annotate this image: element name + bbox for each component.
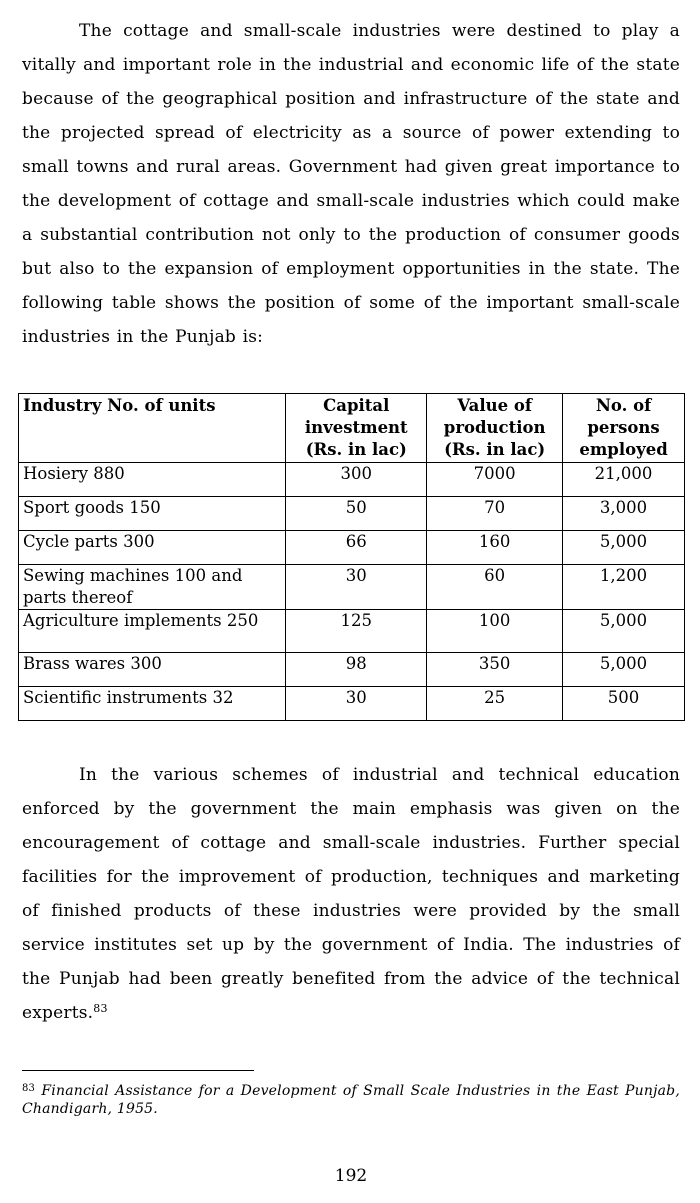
footnote-text: Financial Assistance for a Development of Small Scale Industries in the East Punjab, Chandigarh, 1955.	[22, 1083, 680, 1117]
header-persons-employed: No. of persons employed	[563, 394, 685, 463]
production-cell: 100	[427, 610, 563, 653]
table-row	[19, 531, 685, 565]
footnote-number: 83	[22, 1083, 36, 1094]
industry-cell: Hosiery 880	[19, 463, 286, 497]
production-cell: 70	[427, 497, 563, 531]
table-row	[19, 653, 685, 687]
employed-cell: 21,000	[563, 463, 685, 497]
capital-cell: 30	[286, 687, 427, 721]
production-cell: 7000	[427, 463, 563, 497]
capital-cell: 300	[286, 463, 427, 497]
industry-cell: Agriculture implements 250	[19, 610, 286, 653]
production-cell: 25	[427, 687, 563, 721]
industry-cell: Brass wares 300	[19, 653, 286, 687]
industry-cell: Cycle parts 300	[19, 531, 286, 565]
industry-cell: Scientific instruments 32	[19, 687, 286, 721]
table-row	[19, 610, 685, 653]
employed-cell: 5,000	[563, 531, 685, 565]
table-row	[19, 687, 685, 721]
employed-cell: 1,200	[563, 565, 685, 610]
employed-cell: 5,000	[563, 653, 685, 687]
industry-cell: Sport goods 150	[19, 497, 286, 531]
table-row	[19, 463, 685, 497]
table-row	[19, 497, 685, 531]
employed-cell: 500	[563, 687, 685, 721]
footnote-divider	[22, 1070, 254, 1071]
capital-cell: 50	[286, 497, 427, 531]
capital-cell: 125	[286, 610, 427, 653]
header-capital-investment: Capital investment (Rs. in lac)	[286, 394, 427, 463]
page-number: 192	[334, 1166, 368, 1186]
production-cell: 160	[427, 531, 563, 565]
capital-cell: 98	[286, 653, 427, 687]
table-header-row	[19, 394, 685, 463]
capital-cell: 30	[286, 565, 427, 610]
industry-cell: Sewing machines 100 and parts thereof	[19, 565, 286, 610]
capital-cell: 66	[286, 531, 427, 565]
table-row	[19, 565, 685, 610]
header-value-of-production: Value of production (Rs. in lac)	[427, 394, 563, 463]
footnote-reference[interactable]: 83	[93, 1002, 108, 1015]
body-paragraph-1: The cottage and small-scale industries were destined to play a vitally and important role in the industrial and economic life of the state because of the geographical position and infrastructure of the state and the projected spread of electricity as a source of power extending to small towns and rural areas. Government had given great importance to the development of cottage and small-scale industries which could make a substantial contribution not only to the production of consumer goods but also to the expansion of employment opportunities in the state. The following table shows the position of some of the important small-scale industries in the Punjab is:	[22, 21, 680, 347]
footnote	[22, 1082, 680, 1118]
header-industry: Industry No. of units	[19, 394, 286, 463]
employed-cell: 3,000	[563, 497, 685, 531]
employed-cell: 5,000	[563, 610, 685, 653]
production-cell: 60	[427, 565, 563, 610]
production-cell: 350	[427, 653, 563, 687]
industries-table	[18, 393, 685, 721]
paragraph-2-text: In the various schemes of industrial and technical education enforced by the government the main emphasis was given on the encouragement of cottage and small-scale industries. Further special facilities for the improvement of production, techniques and marketing of finished products of these industries were provided by the small service institutes set up by the government of India. The industries of the Punjab had been greatly benefited from the advice of the technical experts.	[22, 765, 680, 1023]
body-paragraph-2	[22, 758, 680, 1030]
